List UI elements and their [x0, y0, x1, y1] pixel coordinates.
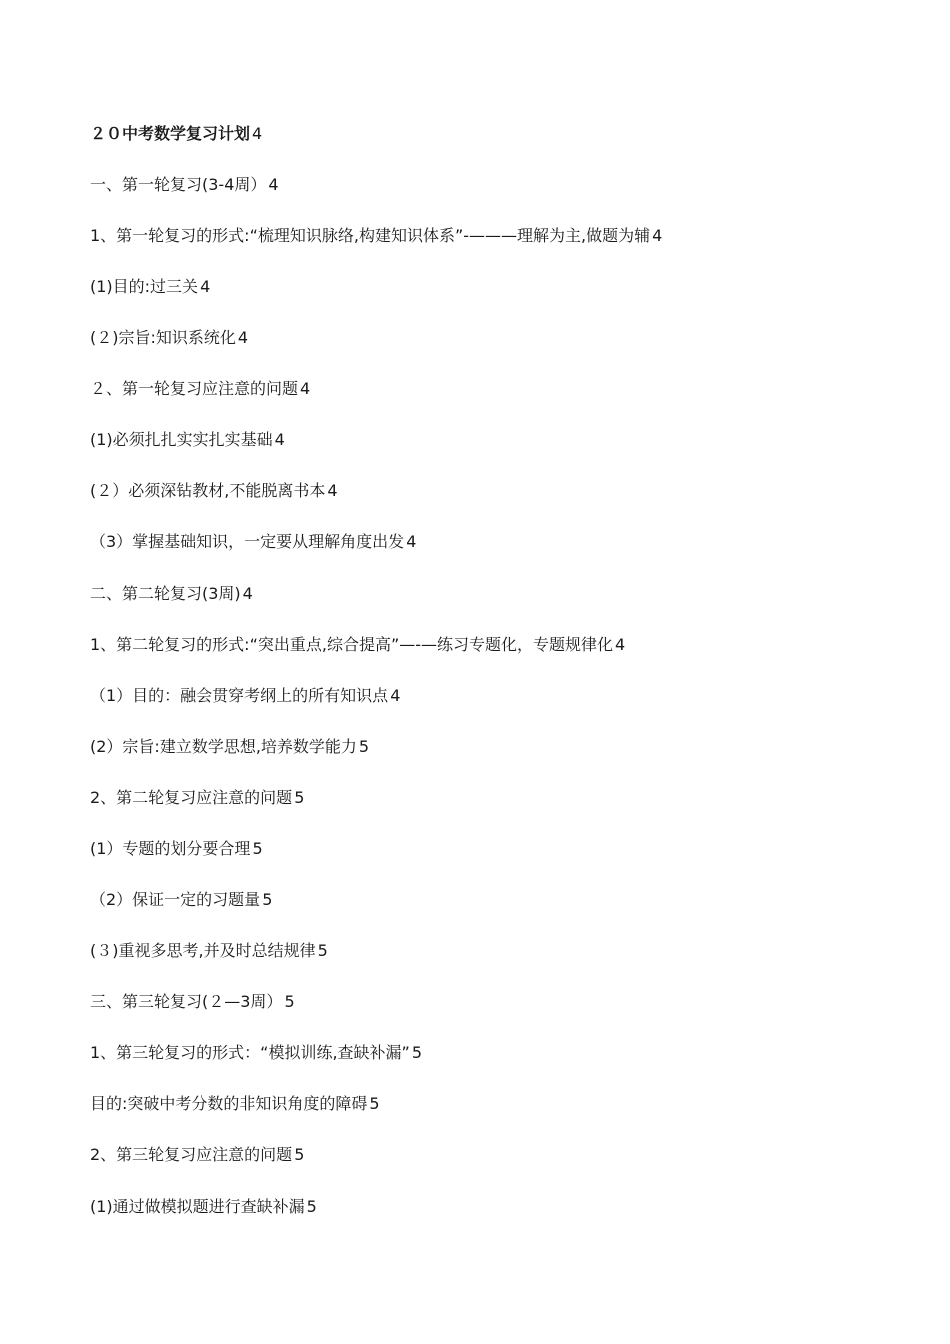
- toc-entry[interactable]: [90, 939, 328, 963]
- toc-page-number: 4: [242, 584, 253, 603]
- toc-page-number: 4: [252, 124, 263, 143]
- toc-entry-text: (３)重视多思考,并及时总结规律: [90, 941, 316, 960]
- toc-entry[interactable]: [90, 1143, 304, 1167]
- toc-entry[interactable]: [90, 1041, 422, 1065]
- toc-page-number: 4: [652, 226, 663, 245]
- toc-page-number: 4: [200, 277, 211, 296]
- toc-entry[interactable]: [90, 428, 285, 452]
- toc-entry[interactable]: [90, 173, 279, 197]
- toc-page-number: 5: [358, 737, 370, 756]
- toc-entry-text: (1)必须扎扎实实扎实基础: [90, 430, 273, 449]
- toc-page-number: 4: [300, 379, 311, 398]
- toc-page-number: 4: [268, 175, 279, 194]
- toc-page-number: 5: [306, 1197, 317, 1216]
- toc-entry-text: （1）目的：融会贯穿考纲上的所有知识点: [90, 686, 389, 705]
- toc-entry-text: (２)宗旨:知识系统化: [90, 328, 236, 347]
- toc-page-number: 5: [294, 788, 305, 807]
- toc-entry[interactable]: [90, 275, 210, 299]
- toc-page-number: 5: [262, 890, 273, 909]
- toc-entry[interactable]: [90, 224, 662, 248]
- toc-entry[interactable]: [90, 326, 248, 350]
- toc-entry[interactable]: [90, 377, 310, 401]
- toc-entry-text: 二、第二轮复习(3周): [90, 584, 241, 603]
- toc-entry-text: （3）掌握基础知识，一定要从理解角度出发: [90, 532, 405, 551]
- toc-entry[interactable]: [90, 1195, 317, 1219]
- toc-entry-text: ２０中考数学复习计划: [90, 124, 251, 143]
- toc-entry[interactable]: [90, 1092, 380, 1116]
- toc-entry-text: 一、第一轮复习(3-4周）: [90, 175, 267, 194]
- toc-page-number: 5: [294, 1145, 305, 1164]
- toc-page-number: 5: [317, 941, 328, 960]
- toc-page-number: 4: [615, 635, 626, 654]
- toc-entry[interactable]: [90, 888, 272, 912]
- toc-entry-text: (1)目的:过三关: [90, 277, 199, 296]
- toc-entry-text: 三、第三轮复习(２—3周）: [90, 992, 283, 1011]
- toc-entry-text: (1)通过做模拟题进行查缺补漏: [90, 1197, 305, 1216]
- toc-entry-text: （2）保证一定的习题量: [90, 890, 261, 909]
- toc-entry[interactable]: [90, 684, 400, 708]
- toc-entry-text: 1、第一轮复习的形式:“梳理知识脉络,构建知识体系”-———理解为主,做题为辅: [90, 226, 651, 245]
- toc-entry[interactable]: [90, 786, 304, 810]
- toc-entry[interactable]: [90, 479, 338, 503]
- toc-page-number: 5: [369, 1094, 380, 1113]
- toc-entry-text: (2）宗旨:建立数学思想,培养数学能力: [90, 737, 357, 756]
- toc-page-number: 4: [274, 430, 285, 449]
- toc-page-number: 5: [252, 839, 263, 858]
- toc-entry-text: ２、第一轮复习应注意的问题: [90, 379, 299, 398]
- toc-entry[interactable]: [90, 530, 416, 554]
- toc-page-number: 5: [284, 992, 295, 1011]
- toc-entry[interactable]: [90, 990, 295, 1014]
- toc-entry-text: (２）必须深钻教材,不能脱离书本: [90, 481, 326, 500]
- toc-page-number: 4: [237, 328, 249, 347]
- toc-entry[interactable]: [90, 837, 263, 861]
- toc-entry[interactable]: [90, 582, 253, 606]
- toc-entry-text: 2、第二轮复习应注意的问题: [90, 788, 293, 807]
- toc-entry-text: 目的:突破中考分数的非知识角度的障碍: [90, 1094, 368, 1113]
- toc-title[interactable]: [90, 122, 262, 146]
- toc-entry-text: 1、第三轮复习的形式：“模拟训练,查缺补漏”: [90, 1043, 410, 1062]
- toc-entry-text: (1）专题的划分要合理: [90, 839, 251, 858]
- toc-page-number: 4: [390, 686, 401, 705]
- toc-page-number: 4: [327, 481, 338, 500]
- toc-entry-text: 2、第三轮复习应注意的问题: [90, 1145, 293, 1164]
- toc-page-number: 4: [406, 532, 417, 551]
- toc-entry[interactable]: [90, 735, 369, 759]
- toc-entry[interactable]: [90, 633, 625, 657]
- toc-page-number: 5: [411, 1043, 423, 1062]
- toc-entry-text: 1、第二轮复习的形式:“突出重点,综合提高”—-—练习专题化，专题规律化: [90, 635, 614, 654]
